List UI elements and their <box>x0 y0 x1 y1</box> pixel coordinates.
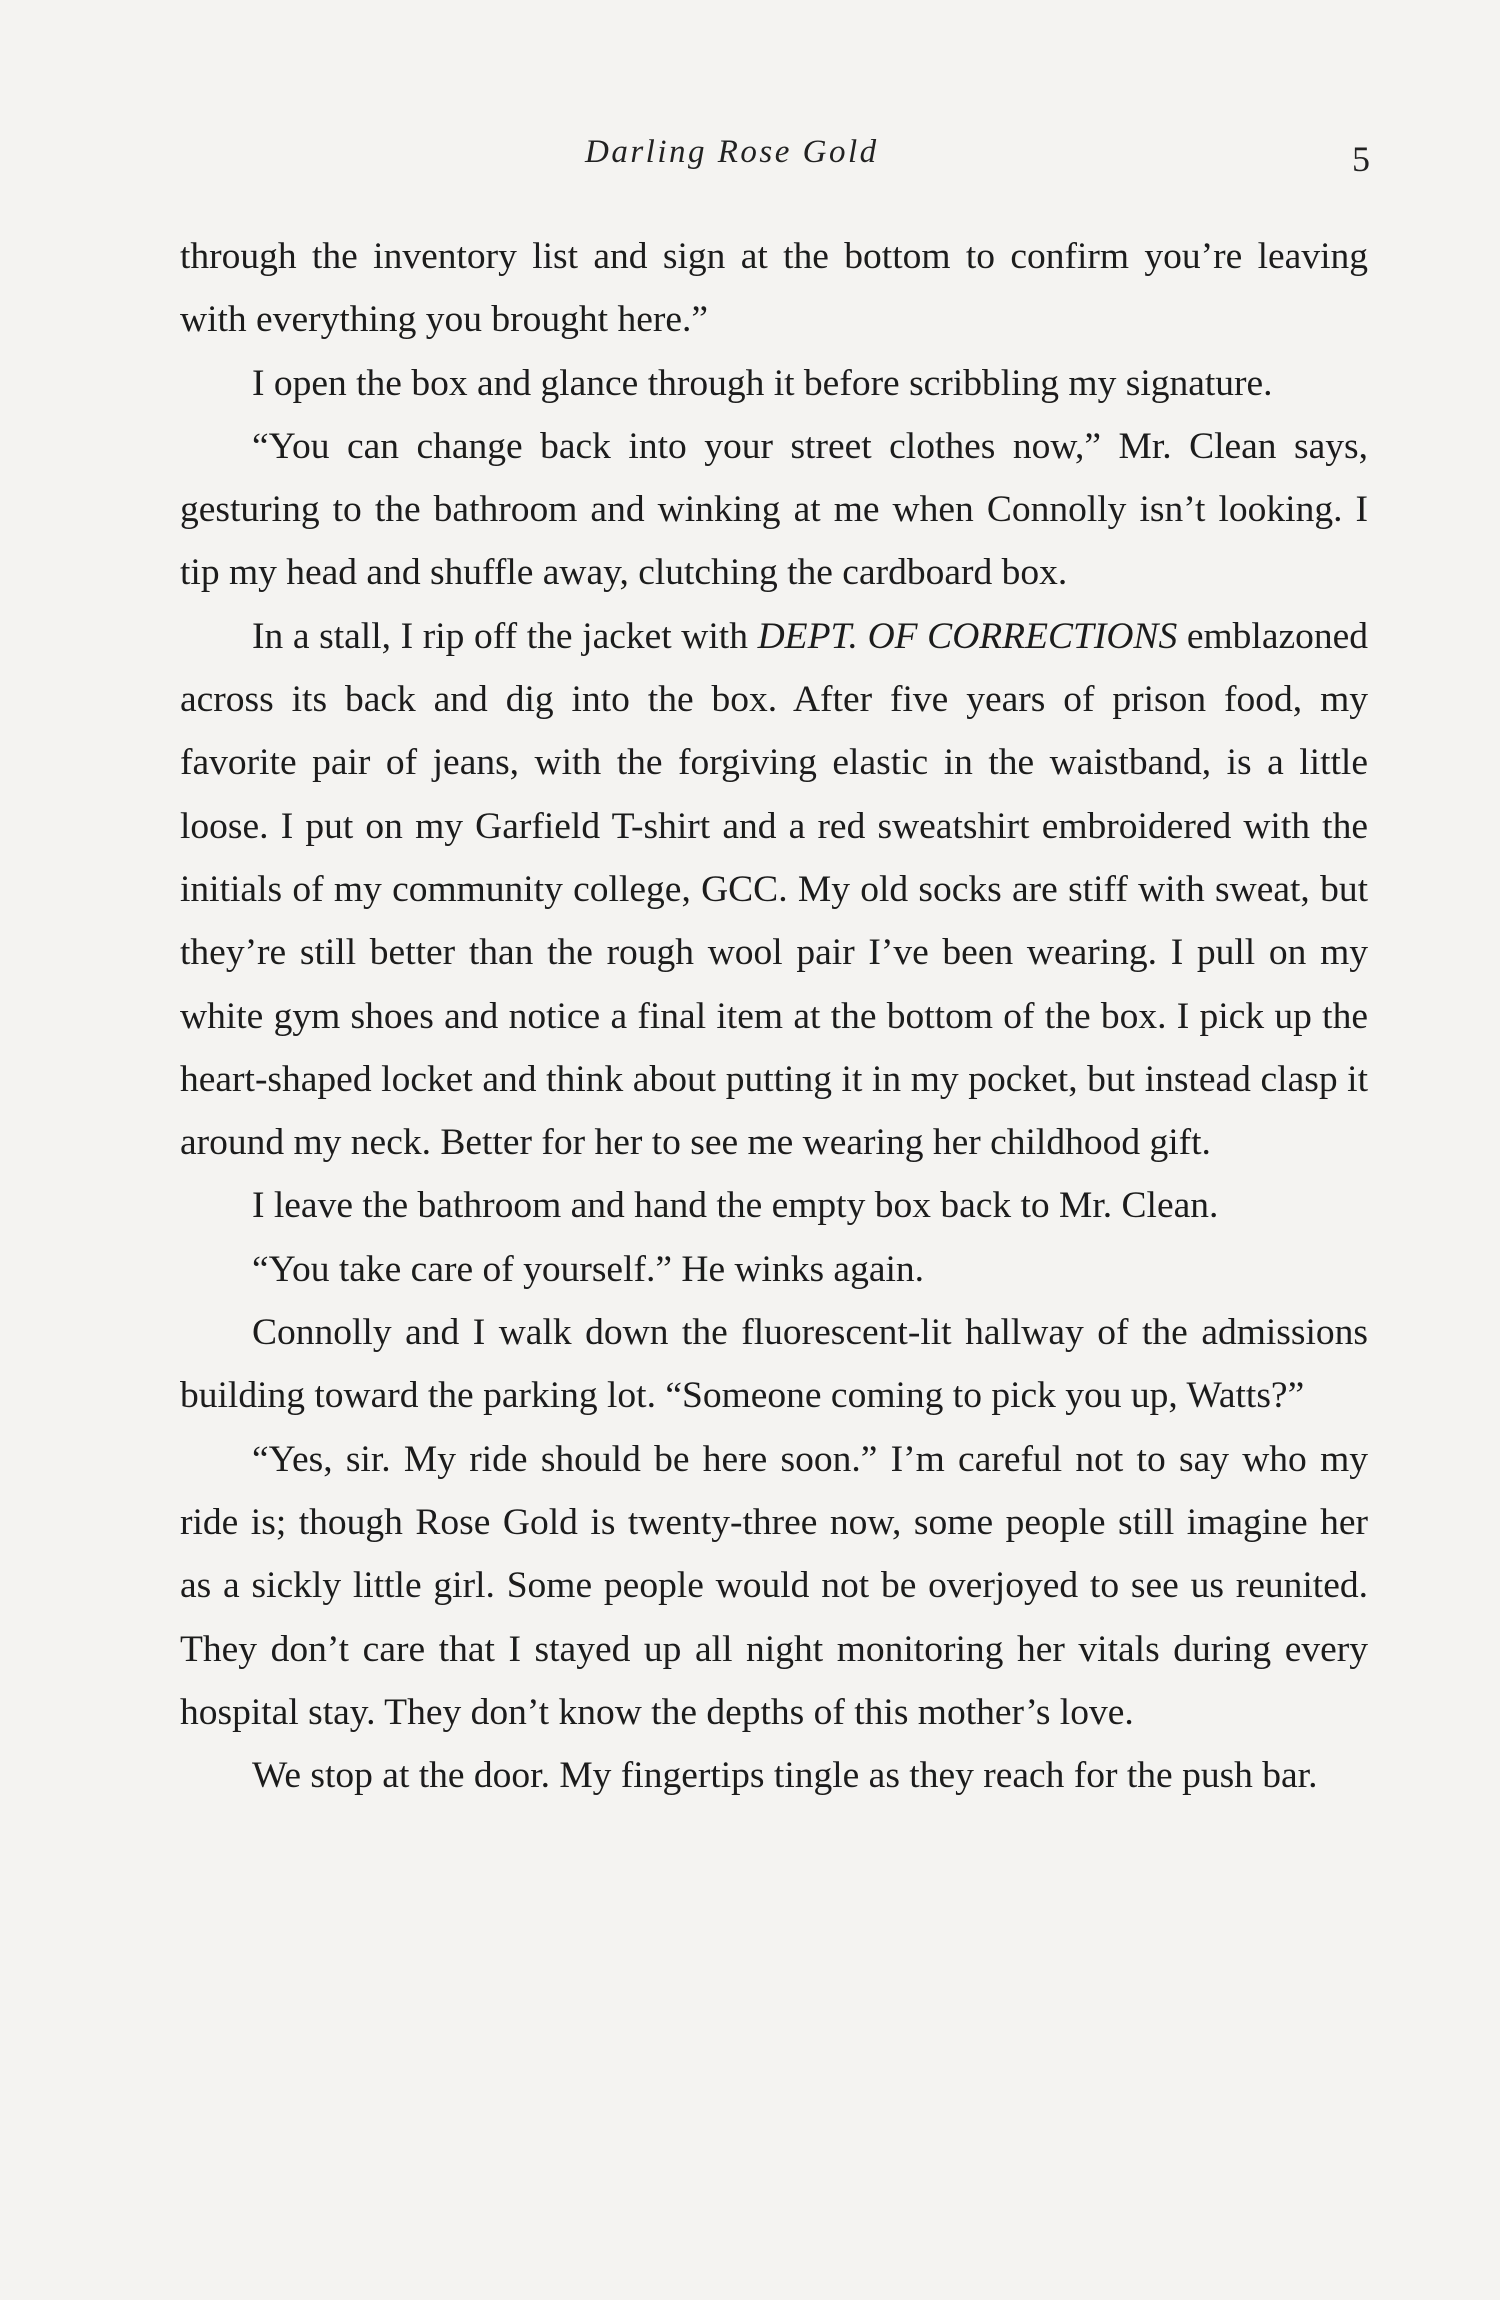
paragraph-text: emblazoned across its back and dig into the box. After five years of prison food, my favorite pair of jeans, with the forgiving elastic in the waistband, is a little loose. I put on my Garfield T-shirt and a red sweatshirt embroidered with the initials of my community college, GCC. My old socks are stiff with sweat, but they’re still better than the rough wool pair I’ve been wearing. I pull on my white gym shoes and notice a final item at the bottom of the box. I pick up the heart-shaped locket and think about putting it in my pocket, but instead clasp it around my neck. Better for her to see me wearing her childhood gift. <box>180 615 1368 1164</box>
paragraph: We stop at the door. My fingertips tingle as they reach for the push bar. <box>252 1755 1318 1797</box>
running-head <box>0 134 1500 184</box>
paragraph: “Yes, sir. My ride should be here soon.” I’m careful not to say who my ride is; though Rose Gold is twenty-three now, some people still imagine her as a sickly little girl. Some people would not be overjoyed to see us reunited. They don’t care that I stayed up all night monitoring her vitals during every hospital stay. They don’t know the depths of this mother’s love. <box>180 1438 1368 1733</box>
italic-emphasis: DEPT. OF CORRECTIONS <box>757 615 1178 657</box>
paragraph: through the inventory list and sign at the bottom to confirm you’re leaving with everything you brought here.” <box>180 236 1368 341</box>
paragraph-text: In a stall, I rip off the jacket with <box>252 615 758 657</box>
paragraph: “You take care of yourself.” He winks again. <box>252 1248 925 1290</box>
paragraph: I leave the bathroom and hand the empty box back to Mr. Clean. <box>252 1185 1219 1227</box>
paragraph <box>180 605 1368 1175</box>
page-number: 5 <box>1352 139 1370 179</box>
running-title: Darling Rose Gold <box>585 134 879 170</box>
paragraph: Connolly and I walk down the fluorescent-lit hallway of the admissions building toward the parking lot. “Someone coming to pick you up, Watts?” <box>180 1312 1368 1417</box>
paragraph: “You can change back into your street clothes now,” Mr. Clean says, gesturing to the bathroom and winking at me when Connolly isn’t looking. I tip my head and shuffle away, clutching the cardboard box. <box>180 425 1368 594</box>
paragraph: I open the box and glance through it before scribbling my signature. <box>252 362 1273 404</box>
body-text <box>180 225 1368 1807</box>
